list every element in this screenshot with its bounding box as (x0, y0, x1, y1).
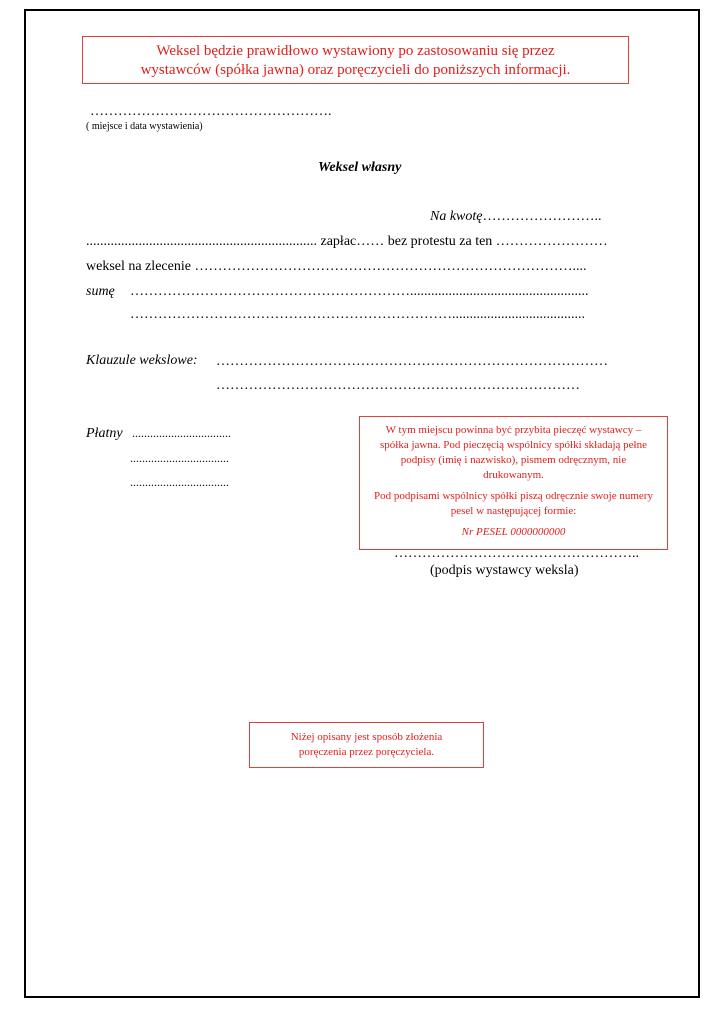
pay-dots: .................................................................. (86, 234, 317, 249)
payable-line3: ................................. (130, 475, 229, 489)
pay-line (86, 234, 608, 250)
sum-line1: ……………………………………………………................................................... (130, 284, 589, 299)
order-line: weksel na zlecenie ……………………………………………………………………….... (86, 259, 587, 274)
clauses-label: Klauzule wekslowe: (86, 353, 198, 368)
amount-line (430, 209, 602, 225)
amount-label: Na kwotę (430, 209, 483, 224)
sum-label: sumę (86, 284, 115, 299)
header-note-line2: wystawców (spółka jawna) oraz poręczycieli do poniższych informacji. (140, 62, 571, 78)
stamp-note-para1: W tym miejscu powinna być przybita pieczęć wystawcy – spółka jawna. Pod pieczęcią wspólnicy spółki składają pełne podpisy (imię i nazwisko), pismem odręcznym, nie drukowanym. (380, 424, 647, 481)
signature-caption: (podpis wystawcy weksla) (430, 563, 579, 578)
payable-line1: ................................. (132, 426, 231, 440)
guarantor-note-box (249, 722, 484, 768)
payable-label: Płatny (86, 426, 123, 441)
header-note-line1: Weksel będzie prawidłowo wystawiony po zastosowaniu się przez (156, 43, 555, 59)
guarantor-note-line2: poręczenia przez poręczyciela. (298, 746, 435, 758)
stamp-note-pesel: Nr PESEL 0000000000 (461, 526, 566, 538)
document-title: Weksel własny (318, 160, 402, 175)
clauses-line1: ………………………………………………………………………… (216, 354, 608, 369)
stamp-note-para2: Pod podpisami wspólnicy spółki piszą odręcznie swoje numery pesel w następującej formie: (374, 490, 653, 517)
payable-line2: ................................. (130, 451, 229, 465)
clauses-line2: …………………………………………………………………… (216, 378, 580, 393)
signature-dots: …………………………………………….. (394, 546, 639, 561)
place-date-caption: ( miejsce i data wystawienia) (86, 121, 203, 132)
place-date-dots: ……………………………………………. (90, 104, 332, 119)
pay-text: zapłac…… bez protestu za ten …………………… (320, 234, 608, 249)
stamp-note-box (359, 416, 668, 550)
amount-dots: …………………….. (482, 209, 602, 224)
sum-line2: ……………………………………………………………...................................... (130, 307, 585, 322)
header-note-box (82, 36, 629, 84)
guarantor-note-line1: Niżej opisany jest sposób złożenia (290, 731, 443, 743)
